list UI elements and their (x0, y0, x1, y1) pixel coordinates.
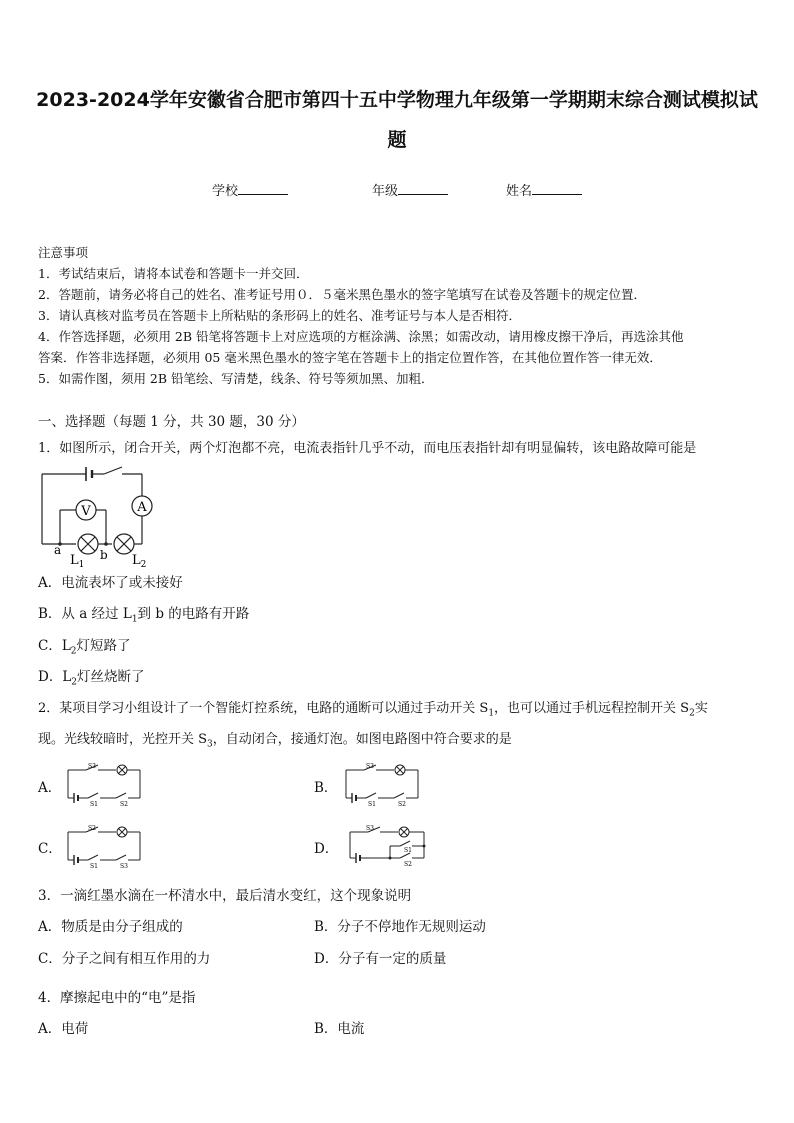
notice-item: 4．作答选择题，必须用 2B 铅笔将答题卡上对应选项的方框涂满、涂黑；如需改动，请用橡皮擦干净后，再选涂其他 (38, 329, 684, 344)
section-heading: 一、选择题（每题 1 分，共 30 题，30 分） (38, 414, 305, 430)
q1-stem: 1．如图所示，闭合开关，两个灯泡都不亮，电流表指针几乎不动，而电压表指针却有明显偏转，该电路故障可能是 (38, 441, 697, 456)
q3-stem: 3．一滴红墨水滴在一杯清水中，最后清水变红，这个现象说明 (38, 888, 412, 904)
q3-option-a[interactable]: A．物质是由分子组成的 (38, 919, 183, 935)
q2-stem-line2: 现。光线较暗时，光控开关 $S_3$，自动闭合，接通灯泡。如图电路图中符合要求的是 (38, 732, 512, 750)
node-b-label: b (100, 548, 108, 562)
name-field[interactable]: 姓名 (506, 180, 582, 199)
notice-item: 5．如需作图，须用 2B 铅笔绘、写清楚，线条、符号等须加黑、加粗． (38, 371, 434, 386)
notice-heading: 注意事项 (38, 245, 89, 260)
switch-s3-label: S3 (366, 825, 374, 832)
grade-field[interactable]: 年级 (372, 180, 448, 199)
q3-option-d[interactable]: D．分子有一定的质量 (314, 951, 447, 967)
q2-option-b-letter[interactable]: B． (314, 780, 338, 796)
q4-stem: 4．摩擦起电中的“电”是指 (38, 990, 196, 1006)
switch-s1-label: S1 (90, 863, 98, 870)
q2-option-c-circuit[interactable] (64, 822, 144, 870)
switch-s3-label: S3 (88, 763, 96, 770)
switch-s1-label: S1 (404, 847, 412, 854)
q2-stem-line1: 2．某项目学习小组设计了一个智能灯控系统，电路的通断可以通过手动开关 $S_1$，也可以通过手机远程控制开关 $S_2$实 (38, 701, 708, 719)
q2-option-d-circuit[interactable] (346, 822, 432, 870)
q1-circuit-diagram (36, 458, 156, 568)
switch-s1-label: S1 (368, 801, 376, 808)
q1-option-c[interactable]: C．$L_2$灯短路了 (38, 638, 131, 657)
lamp-l1-label: $L_1$ (70, 553, 85, 568)
switch-s2-label: S2 (404, 861, 412, 868)
switch-s1-label: S1 (90, 801, 98, 808)
switch-s2-label: S2 (120, 801, 128, 808)
notice-item: 答案．作答非选择题，必须用 05 毫米黑色墨水的签字笔在答题卡上的指定位置作答，在其他位置作答一律无效． (38, 350, 662, 365)
q1-option-b[interactable]: B．从 a 经过 $L_1$到 b 的电路有开路 (38, 606, 250, 625)
switch-s3-label: S3 (120, 863, 128, 870)
switch-s2-label: S2 (88, 825, 96, 832)
q1-option-d[interactable]: D．$L_2$灯丝烧断了 (38, 669, 145, 688)
notice-item: 1．考试结束后，请将本试卷和答题卡一并交回． (38, 266, 309, 281)
q3-option-b[interactable]: B．分子不停地作无规则运动 (314, 919, 486, 935)
voltmeter-label: V (81, 504, 91, 519)
page-title-line1: 2023-2024学年安徽省合肥市第四十五中学物理九年级第一学期期末综合测试模拟试 (36, 89, 758, 111)
node-a-label: a (54, 543, 62, 557)
lamp-l2-label: $L_2$ (132, 553, 147, 568)
q2-option-d-letter[interactable]: D． (314, 841, 339, 857)
switch-s2-label: S2 (398, 801, 406, 808)
junction-dot (423, 845, 426, 848)
junction-dot (389, 857, 392, 860)
q3-option-c[interactable]: C．分子之间有相互作用的力 (38, 951, 211, 967)
q4-option-b[interactable]: B．电流 (314, 1021, 365, 1037)
switch-s3-label: S3 (366, 763, 374, 770)
q2-option-c-letter[interactable]: C． (38, 841, 62, 857)
page-title-line2: 题 (387, 129, 407, 151)
q1-option-a[interactable]: A．电流表坏了或未接好 (38, 575, 183, 591)
notice-section (38, 242, 758, 389)
ammeter-label: A (137, 500, 147, 515)
notice-item: 3．请认真核对监考员在答题卡上所粘贴的条形码上的姓名、准考证号与本人是否相符． (38, 308, 521, 323)
q2-option-a-circuit[interactable] (64, 760, 144, 808)
q4-option-a[interactable]: A．电荷 (38, 1021, 89, 1037)
node-b-dot (104, 542, 108, 546)
q2-option-b-circuit[interactable] (342, 760, 422, 808)
notice-item: 2．答题前，请务必将自己的姓名、准考证号用０．５毫米黑色墨水的签字笔填写在试卷及答题卡的规定位置． (38, 287, 646, 302)
school-field[interactable]: 学校 (212, 180, 288, 199)
q2-option-a-letter[interactable]: A． (38, 780, 62, 796)
